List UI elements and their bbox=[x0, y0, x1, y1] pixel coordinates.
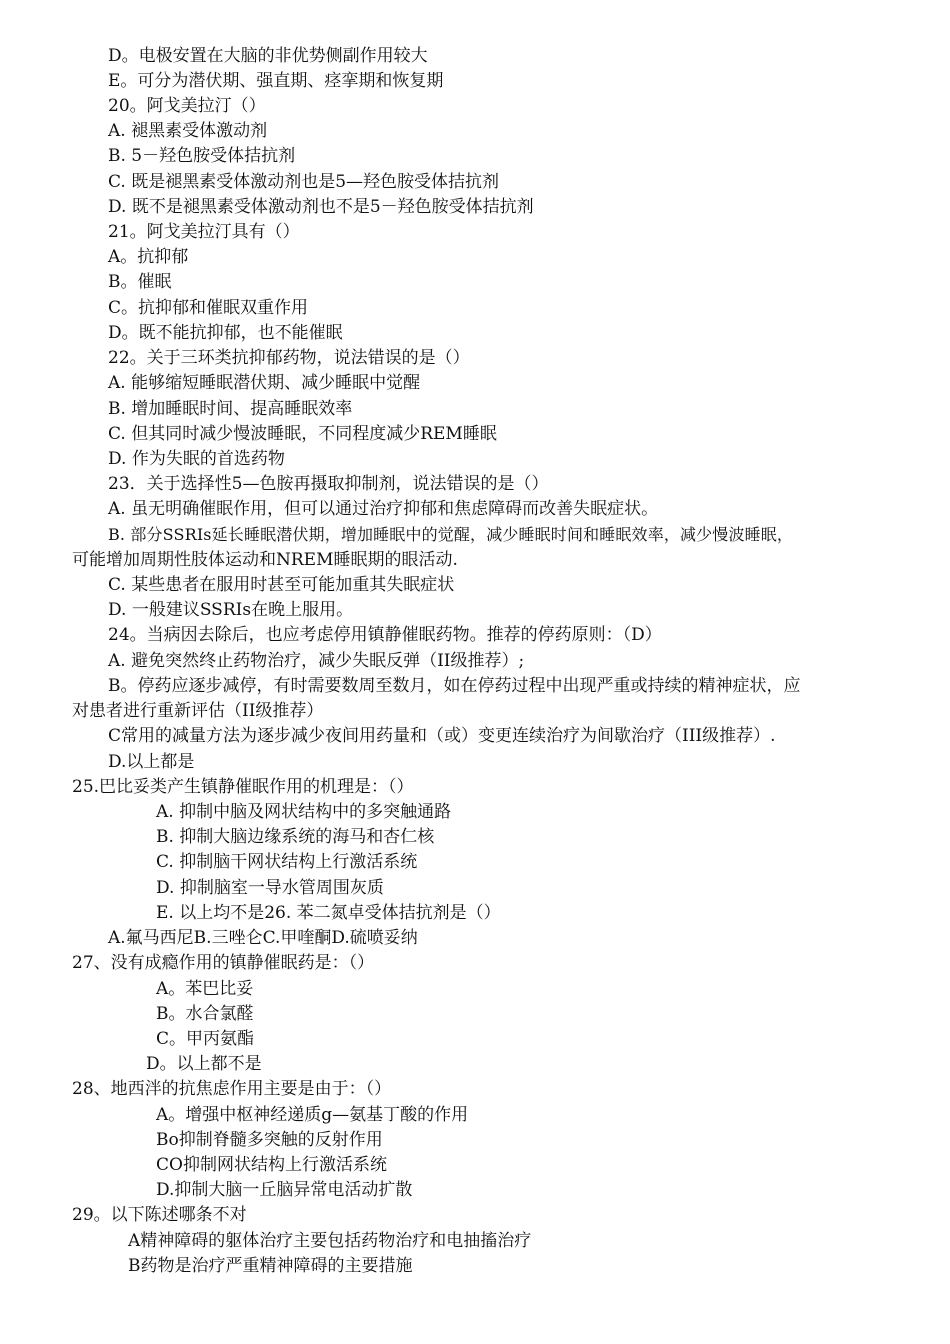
q26-options: A.氟马西尼B.三唑仑C.甲喹酮D.硫喷妥纳 bbox=[108, 928, 418, 948]
q28-option-d: D.抑制大脑一丘脑异常电活动扩散 bbox=[156, 1180, 413, 1200]
q29-stem: 29。以下陈述哪条不对 bbox=[72, 1205, 247, 1225]
q24-option-a: A. 避免突然终止药物治疗，减少失眠反弹（II级推荐）; bbox=[108, 651, 525, 671]
q20-option-c: C. 既是褪黑素受体激动剂也是5—羟色胺受体拮抗剂 bbox=[108, 172, 500, 192]
q23-option-a: A. 虽无明确催眠作用，但可以通过治疗抑郁和焦虑障碍而改善失眠症状。 bbox=[108, 499, 659, 519]
q20-option-a: A. 褪黑素受体激动剂 bbox=[108, 121, 268, 141]
q28-option-a: A。增强中枢神经递质g—氨基丁酸的作用 bbox=[156, 1105, 469, 1125]
q19-option-d: D。电极安置在大脑的非优势侧副作用较大 bbox=[108, 46, 428, 66]
q24-option-c: C常用的减量方法为逐步减少夜间用药量和（或）变更连续治疗为间歇治疗（III级推荐）. bbox=[108, 726, 776, 746]
q22-option-c: C. 但其同时减少慢波睡眠，不同程度减少REM睡眠 bbox=[108, 424, 497, 444]
q25-option-c: C. 抑制脑干网状结构上行激活系统 bbox=[156, 852, 418, 872]
q20-stem: 20。阿戈美拉汀（） bbox=[108, 96, 266, 116]
q25-option-e-q26-stem: E. 以上均不是26. 苯二氮卓受体拮抗剂是（） bbox=[156, 903, 501, 923]
q22-stem: 22。关于三环类抗抑郁药物，说法错误的是（） bbox=[108, 348, 470, 368]
q27-stem: 27、没有成瘾作用的镇静催眠药是：（） bbox=[72, 953, 375, 973]
q19-option-e: E。可分为潜伏期、强直期、痉挛期和恢复期 bbox=[108, 71, 444, 91]
q22-option-a: A. 能够缩短睡眠潜伏期、减少睡眠中觉醒 bbox=[108, 373, 421, 393]
q24-stem: 24。当病因去除后，也应考虑停用镇静催眠药物。推荐的停药原则：（D） bbox=[108, 625, 662, 645]
q21-option-a: A。抗抑郁 bbox=[108, 247, 189, 267]
q24-option-d: D.以上都是 bbox=[108, 752, 195, 772]
q24-option-b: B。停药应逐步减停，有时需要数周至数月，如在停药过程中出现严重或持续的精神症状，应 bbox=[108, 676, 801, 696]
q29-option-b: B药物是治疗严重精神障碍的主要措施 bbox=[128, 1256, 413, 1276]
q22-option-b: B. 增加睡眠时间、提高睡眠效率 bbox=[108, 399, 353, 419]
q20-option-d: D. 既不是褪黑素受体激动剂也不是5－羟色胺受体拮抗剂 bbox=[108, 197, 534, 217]
q21-stem: 21。阿戈美拉汀具有（） bbox=[108, 222, 300, 242]
q20-option-b: B. 5－羟色胺受体拮抗剂 bbox=[108, 146, 296, 166]
q22-option-d: D. 作为失眠的首选药物 bbox=[108, 449, 285, 469]
q24-option-b-continued: 对患者进行重新评估（II级推荐） bbox=[72, 701, 324, 721]
q27-option-a: A。苯巴比妥 bbox=[156, 979, 254, 999]
q21-option-b: B。催眠 bbox=[108, 272, 172, 292]
q23-stem: 23．关于选择性5—色胺再摄取抑制剂，说法错误的是（） bbox=[108, 474, 549, 494]
q25-option-a: A. 抑制中脑及网状结构中的多突触通路 bbox=[156, 802, 452, 822]
q23-option-c: C. 某些患者在服用时甚至可能加重其失眠症状 bbox=[108, 575, 455, 595]
q29-option-a: A精神障碍的躯体治疗主要包括药物治疗和电抽搐治疗 bbox=[128, 1231, 532, 1251]
q25-option-b: B. 抑制大脑边缘系统的海马和杏仁核 bbox=[156, 827, 435, 847]
q23-option-b-continued: 可能增加周期性肢体运动和NREM睡眠期的眼活动. bbox=[72, 550, 458, 570]
q28-stem: 28、地西泮的抗焦虑作用主要是由于：（） bbox=[72, 1079, 392, 1099]
q25-stem: 25.巴比妥类产生镇静催眠作用的机理是：（） bbox=[72, 777, 414, 797]
q27-option-c: C。甲丙氨酯 bbox=[156, 1029, 255, 1049]
q23-option-b: B. 部分SSRIs延长睡眠潜伏期，增加睡眠中的觉醒，减少睡眠时间和睡眠效率，减少慢波睡眠， bbox=[108, 525, 794, 544]
q21-option-d: D。既不能抗抑郁，也不能催眠 bbox=[108, 323, 343, 343]
q21-option-c: C。抗抑郁和催眠双重作用 bbox=[108, 298, 309, 318]
q28-option-b: Bo抑制脊髓多突触的反射作用 bbox=[156, 1130, 383, 1150]
q27-option-b: B。水合氯醛 bbox=[156, 1004, 254, 1024]
q27-option-d: D。以上都不是 bbox=[146, 1054, 262, 1074]
q28-option-c: CO抑制网状结构上行激活系统 bbox=[156, 1155, 387, 1175]
q25-option-d: D. 抑制脑室一导水管周围灰质 bbox=[156, 878, 384, 898]
q23-option-d: D. 一般建议SSRIs在晚上服用。 bbox=[108, 600, 354, 620]
